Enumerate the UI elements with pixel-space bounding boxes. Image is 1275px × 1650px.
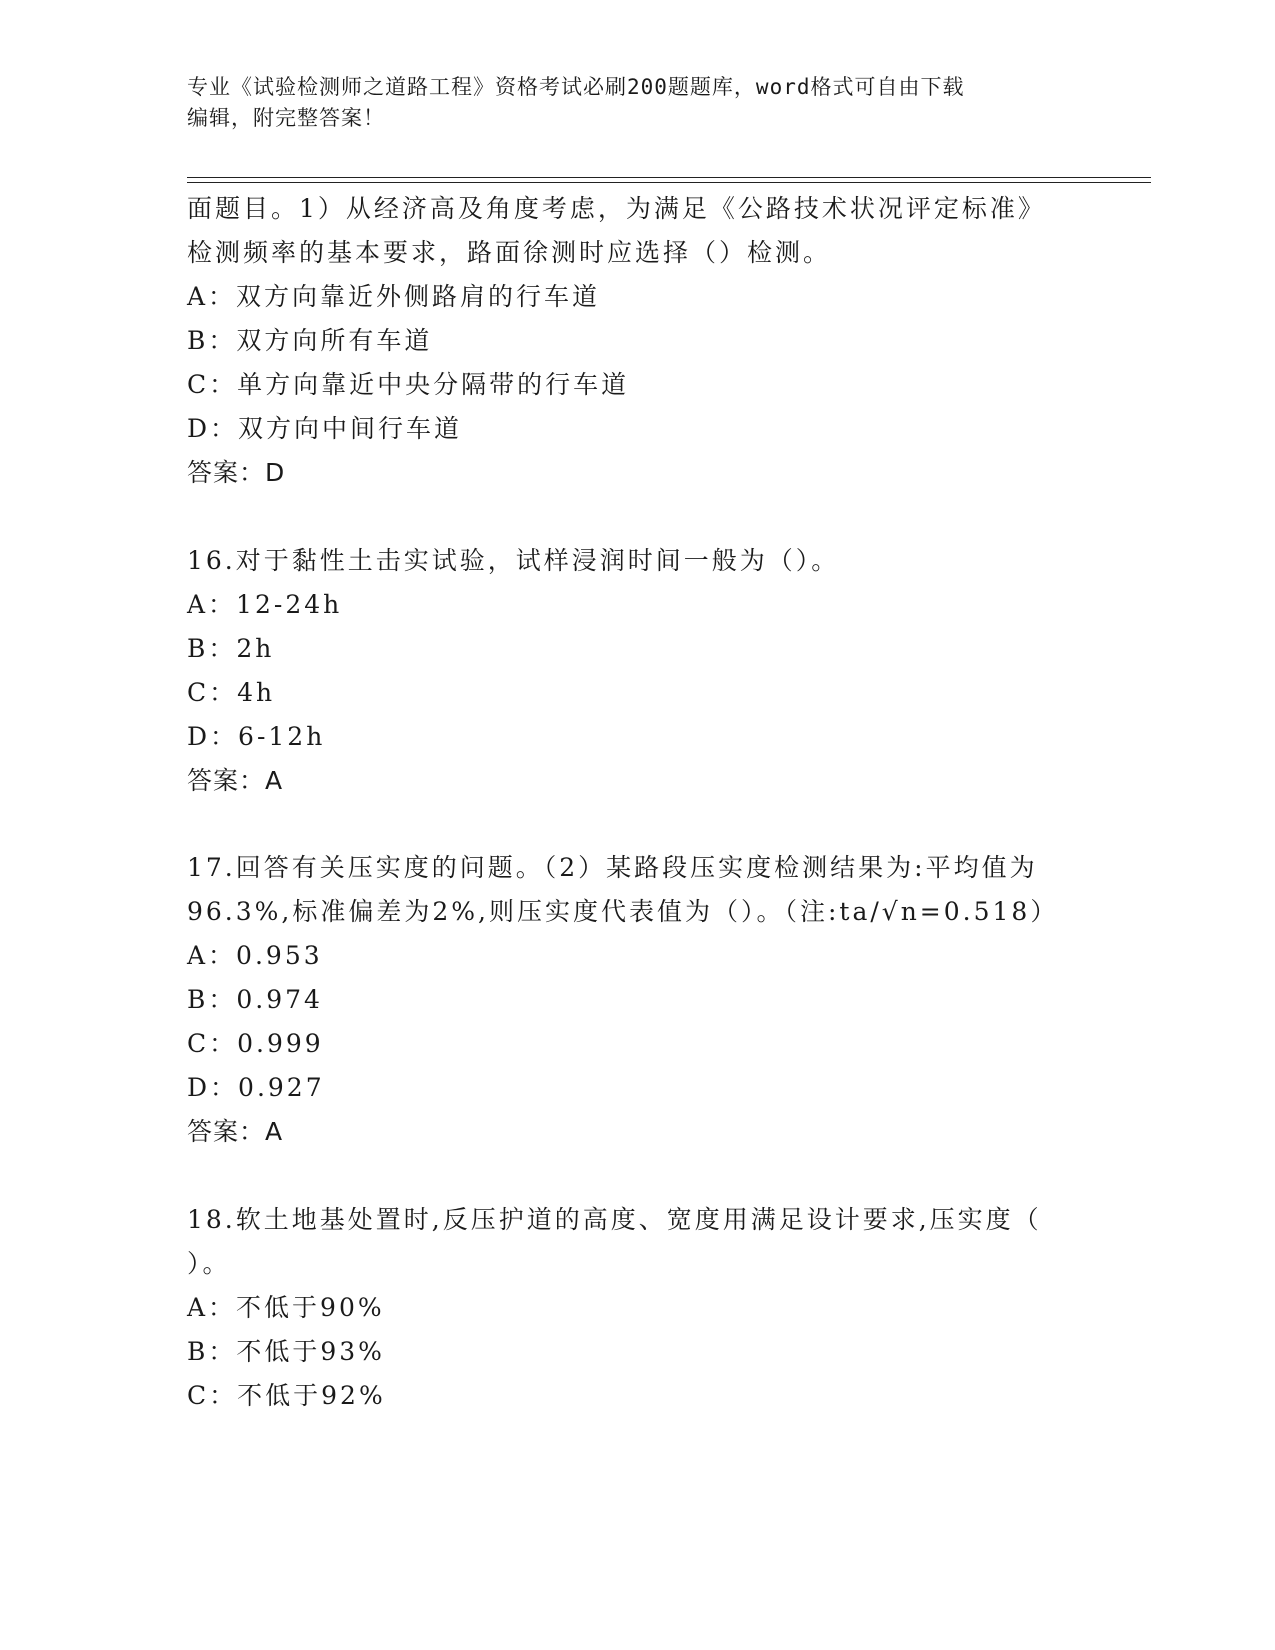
- option-a: A：双方向靠近外侧路肩的行车道: [187, 282, 601, 311]
- option-a: A：12-24h: [187, 590, 343, 619]
- question-text: 16.对于黏性土击实试验，试样浸润时间一般为（）。: [187, 546, 840, 575]
- option-d: D：双方向中间行车道: [187, 414, 463, 443]
- question-text: 18.软土地基处置时,反压护道的高度、宽度用满足设计要求,压实度（: [187, 1205, 1042, 1234]
- option-c: C：4h: [187, 678, 276, 707]
- option-b: B：双方向所有车道: [187, 326, 433, 355]
- answer-17: 答案：A: [187, 1117, 284, 1146]
- option-a: A：0.953: [187, 941, 323, 970]
- option-c: C：0.999: [187, 1029, 324, 1058]
- header-divider-bottom: [187, 182, 1151, 183]
- option-c: C：不低于92%: [187, 1381, 386, 1410]
- question-text: ）。: [187, 1249, 231, 1278]
- question-text: 96.3%,标准偏差为2%,则压实度代表值为（）。（注:ta/√n=0.518）: [187, 897, 1059, 926]
- option-d: D：6-12h: [187, 722, 326, 751]
- option-d: D：0.927: [187, 1073, 325, 1102]
- answer-15: 答案：D: [187, 458, 286, 487]
- answer-16: 答案：A: [187, 766, 284, 795]
- option-b: B：2h: [187, 634, 275, 663]
- question-text: 面题目。1）从经济高及角度考虑，为满足《公路技术状况评定标准》: [187, 194, 1046, 223]
- option-b: B：不低于93%: [187, 1337, 385, 1366]
- document-header: [187, 72, 1067, 134]
- header-line-2: 编辑，附完整答案！: [187, 106, 385, 130]
- question-text: 检测频率的基本要求，路面徐测时应选择（）检测。: [187, 238, 832, 267]
- option-a: A：不低于90%: [187, 1293, 385, 1322]
- option-c: C：单方向靠近中央分隔带的行车道: [187, 370, 630, 399]
- question-text: 17.回答有关压实度的问题。（2）某路段压实度检测结果为:平均值为: [187, 853, 1038, 882]
- header-divider-top: [187, 177, 1151, 178]
- header-line-1: 专业《试验检测师之道路工程》资格考试必刷200题题库，word格式可自由下载: [187, 75, 965, 99]
- option-b: B：0.974: [187, 985, 323, 1014]
